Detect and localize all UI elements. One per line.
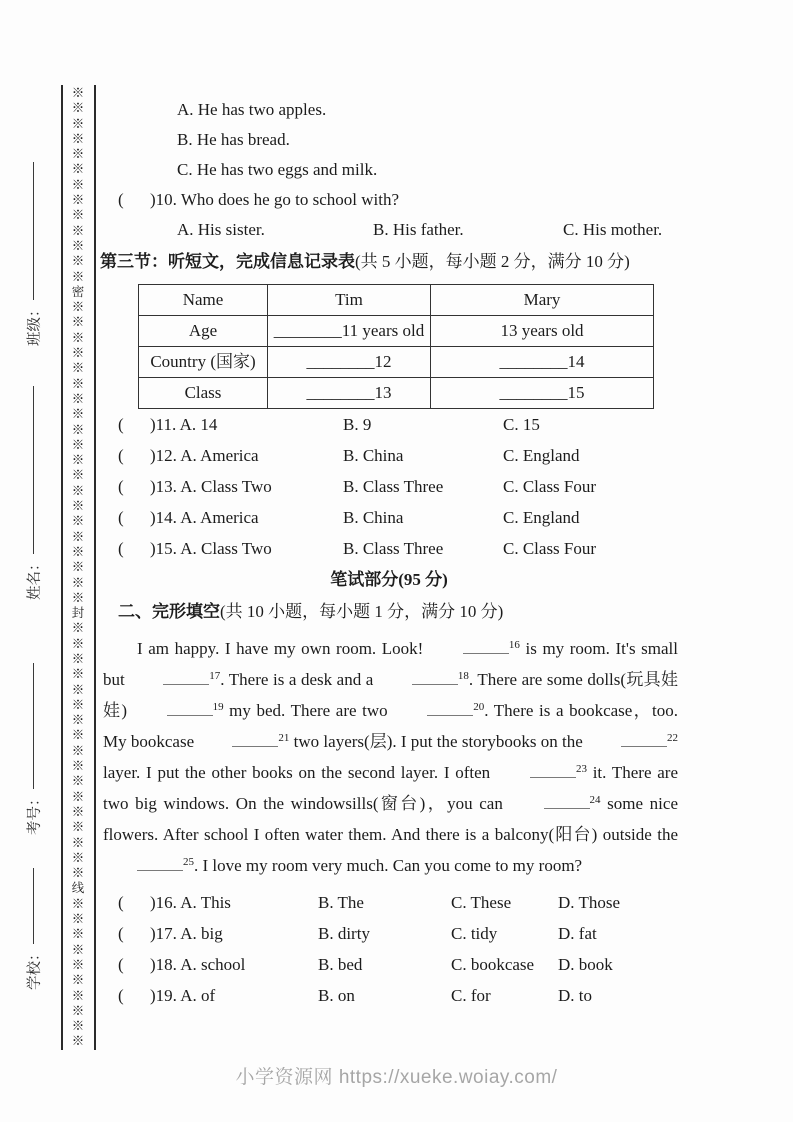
option-c: C. tidy	[451, 924, 498, 943]
option-d: D. to	[558, 986, 592, 1005]
answer-paren: (	[118, 924, 124, 943]
seal-field-class	[23, 146, 43, 346]
cloze-blank-20: 20	[393, 695, 484, 726]
option-b: B. China	[343, 446, 404, 465]
cloze-blank-17: 17	[129, 664, 220, 695]
table-cell: Tim	[268, 285, 431, 316]
class-field-label: 班级：	[26, 302, 43, 346]
table-cell: ________15	[431, 378, 654, 409]
question-row-16: ( )16. A. This B. The C. These D. Those	[118, 887, 678, 918]
q9-option-a: A. He has two apples.	[177, 100, 327, 119]
answer-paren: (	[118, 955, 124, 974]
cloze-blank-24: 24	[510, 788, 601, 819]
option-c: C. These	[451, 893, 512, 912]
seal-line-rule-right	[94, 85, 96, 1050]
question-row-11: ( )11. A. 14 B. 9 C. 15	[118, 409, 678, 440]
seal-field-name	[23, 370, 43, 600]
q9-option-c: C. He has two eggs and milk.	[177, 160, 378, 179]
option-c: C. Class Four	[503, 539, 597, 558]
option-b: B. The	[318, 893, 364, 912]
option-b: B. China	[343, 508, 404, 527]
exam-number-field-label: 考号：	[26, 791, 43, 835]
question-row-18: ( )18. A. school B. bed C. bookcase D. book	[118, 949, 678, 980]
option-c: C. England	[503, 508, 580, 527]
table-cell: 13 years old	[431, 316, 654, 347]
cloze-blank-16: 16	[429, 633, 520, 664]
exam-content	[100, 95, 678, 1011]
question-row-13: ( )13. A. Class Two B. Class Three C. Class Four	[118, 471, 678, 502]
question-row-17: ( )17. A. big B. dirty C. tidy D. fat	[118, 918, 678, 949]
table-cell: ________14	[431, 347, 654, 378]
table-cell: ________13	[268, 378, 431, 409]
seal-line-rule-left	[61, 85, 63, 1050]
option-d: D. fat	[558, 924, 597, 943]
seal-field-exam-number	[23, 645, 43, 835]
answer-paren: (	[118, 415, 124, 434]
cloze-blank-18: 18	[378, 664, 469, 695]
question-row-15: ( )15. A. Class Two B. Class Three C. Class Four	[118, 533, 678, 564]
footer-credit: 小学资源网 https://xueke.woiay.com/	[235, 1067, 558, 1088]
question-row-12: ( )12. A. America B. China C. England	[118, 440, 678, 471]
answer-paren: (	[118, 508, 124, 527]
table-cell: ________12	[268, 347, 431, 378]
option-b: B. 9	[343, 415, 372, 434]
table-cell: Mary	[431, 285, 654, 316]
option-c: C. bookcase	[451, 955, 535, 974]
cloze-section-title: 二、完形填空(共 10 小题，每小题 1 分，满分 10 分)	[118, 602, 504, 621]
option-b: B. bed	[318, 955, 363, 974]
answer-paren: (	[118, 446, 124, 465]
question-row-19: ( )19. A. of B. on C. for D. to	[118, 980, 678, 1011]
question-10-text: )10. Who does he go to school with?	[150, 190, 400, 209]
question-10-options	[177, 215, 678, 245]
seal-line-symbols: ※※※※※※※※※※※※※密※※※※※※※※※※※※※※※※※※※※封※※※※※※※※※※※※※※※※※线※※※※※※※※※※	[71, 86, 85, 1049]
exam-number-field-blank-line	[32, 664, 34, 790]
answer-paren: (	[118, 539, 124, 558]
written-part-title: 笔试部分(95 分)	[330, 570, 448, 589]
cloze-blank-25: 25	[103, 850, 194, 881]
table-row	[139, 316, 654, 347]
name-field-label: 姓名：	[26, 556, 43, 600]
q10-option-b: B. His father.	[373, 220, 464, 239]
school-field-label: 学校：	[26, 946, 43, 990]
table-cell: Name	[139, 285, 268, 316]
table-cell: Country (国家)	[139, 347, 268, 378]
answer-paren: (	[118, 190, 124, 209]
option-b: B. on	[318, 986, 355, 1005]
question-row-14: ( )14. A. America B. China C. England	[118, 502, 678, 533]
option-c: C. for	[451, 986, 491, 1005]
q10-option-a: A. His sister.	[177, 220, 265, 239]
table-cell: Class	[139, 378, 268, 409]
option-b: B. Class Three	[343, 477, 444, 496]
option-b: B. Class Three	[343, 539, 444, 558]
school-field-blank-line	[32, 869, 34, 945]
cloze-blank-22: 22	[587, 726, 678, 757]
cloze-blank-23: 23	[496, 757, 587, 788]
answer-paren: (	[118, 477, 124, 496]
cloze-passage: I am happy. I have my own room. Look! $^{16}$ is my room. It's small but $^{17}$. There is a desk and a $^{18}$. There are some dolls(玩具娃娃) $^{19}$ my bed. There are two $^{20}$. There is a bookcase，too. My bookcase $^{21}$ two layers(层). I put the storybooks on the $^{22}$ layer. I put the other books on the second layer. I often $^{23}$ it. There are two big windows. On the windowsills(窗台)，you can $^{24}$ some nice flowers. After school I often water them. And there is a balcony(阳台) outside the $^{25}$. I love my room very much. Can you come to my room?	[103, 633, 678, 881]
answer-paren: (	[118, 893, 124, 912]
option-d: D. book	[558, 955, 613, 974]
option-c: C. England	[503, 446, 580, 465]
listening-section3-title: 第三节：听短文，完成信息记录表(共 5 小题，每小题 2 分，满分 10 分)	[100, 252, 630, 271]
option-d: D. Those	[558, 893, 621, 912]
class-field-blank-line	[32, 163, 34, 301]
q10-option-c: C. His mother.	[563, 220, 663, 239]
table-row	[139, 285, 654, 316]
option-b: B. dirty	[318, 924, 370, 943]
listening-info-table	[138, 284, 654, 409]
table-cell: Age	[139, 316, 268, 347]
option-c: C. Class Four	[503, 477, 597, 496]
table-cell: ________11 years old	[268, 316, 431, 347]
q9-option-b: B. He has bread.	[177, 130, 290, 149]
seal-field-school	[23, 850, 43, 990]
table-row	[139, 378, 654, 409]
option-c: C. 15	[503, 415, 540, 434]
cloze-blank-19: 19	[133, 695, 224, 726]
question-10	[118, 185, 678, 215]
name-field-blank-line	[32, 387, 34, 555]
cloze-blank-21: 21	[198, 726, 289, 757]
table-row	[139, 347, 654, 378]
answer-paren: (	[118, 986, 124, 1005]
